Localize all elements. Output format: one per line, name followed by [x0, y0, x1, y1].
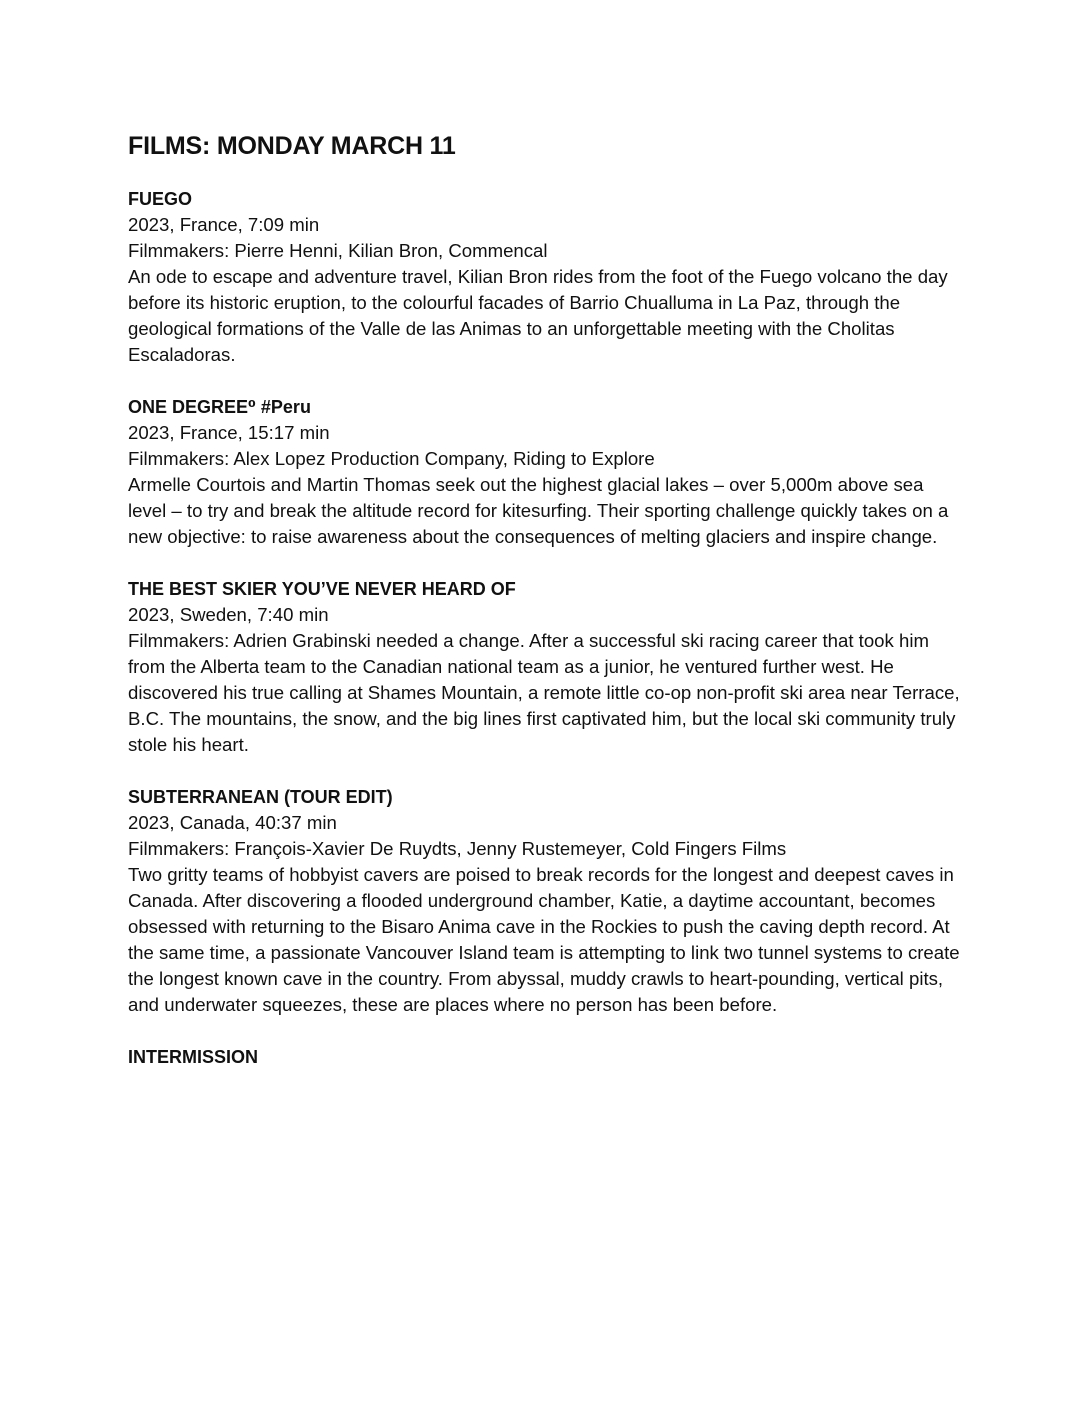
- film-entry-subterranean: [128, 784, 968, 1018]
- film-description: Two gritty teams of hobbyist cavers are poised to break records for the longest and deepest caves in Canada. After discovering a flooded underground chamber, Katie, a daytime accountant, becomes obsessed with returning to the Bisaro Anima cave in the Rockies to push the caving depth record. At the same time, a passionate Vancouver Island team is attempting to link two tunnel systems to create the longest known cave in the country. From abyssal, muddy crawls to heart-pounding, vertical pits, and underwater squeezes, these are places where no person has been before.: [128, 864, 960, 1015]
- intermission-heading: INTERMISSION: [128, 1047, 259, 1067]
- film-title: THE BEST SKIER YOU’VE NEVER HEARD OF: [128, 579, 516, 599]
- film-title: FUEGO: [128, 189, 193, 209]
- document-page: [128, 128, 968, 1070]
- film-description: An ode to escape and adventure travel, Kilian Bron rides from the foot of the Fuego volcano the day before its historic eruption, to the colourful facades of Barrio Chualluma in La Paz, through the geological formations of the Valle de las Animas to an unforgettable meeting with the Cholitas Escaladoras.: [128, 266, 948, 365]
- film-meta: 2023, Canada, 40:37 min: [128, 812, 337, 833]
- film-meta: 2023, France, 7:09 min: [128, 214, 320, 235]
- film-filmmakers: Filmmakers: Pierre Henni, Kilian Bron, Commencal: [128, 240, 548, 261]
- film-filmmakers: Filmmakers: Adrien Grabinski needed a change. After a successful ski racing career that took him from the Alberta team to the Canadian national team as a junior, he ventured further west. He discovered his true calling at Shames Mountain, a remote little co-op non-profit ski area near Terrace, B.C. The mountains, the snow, and the big lines first captivated him, but the local ski community truly stole his heart.: [128, 630, 960, 755]
- film-filmmakers: Filmmakers: Alex Lopez Production Company, Riding to Explore: [128, 448, 655, 469]
- film-title: SUBTERRANEAN (TOUR EDIT): [128, 787, 393, 807]
- film-description: Armelle Courtois and Martin Thomas seek out the highest glacial lakes – over 5,000m above sea level – to try and break the altitude record for kitesurfing. Their sporting challenge quickly takes on a new objective: to raise awareness about the consequences of melting glaciers and inspire change.: [128, 474, 949, 547]
- film-entry-one-degree: [128, 394, 968, 550]
- film-title: ONE DEGREE⁰ #Peru: [128, 397, 311, 417]
- page-title: FILMS: MONDAY MARCH 11: [128, 132, 456, 160]
- film-filmmakers: Filmmakers: François-Xavier De Ruydts, Jenny Rustemeyer, Cold Fingers Films: [128, 838, 787, 859]
- film-meta: 2023, Sweden, 7:40 min: [128, 604, 329, 625]
- film-meta: 2023, France, 15:17 min: [128, 422, 330, 443]
- film-entry-fuego: [128, 186, 968, 368]
- film-entry-best-skier: [128, 576, 968, 758]
